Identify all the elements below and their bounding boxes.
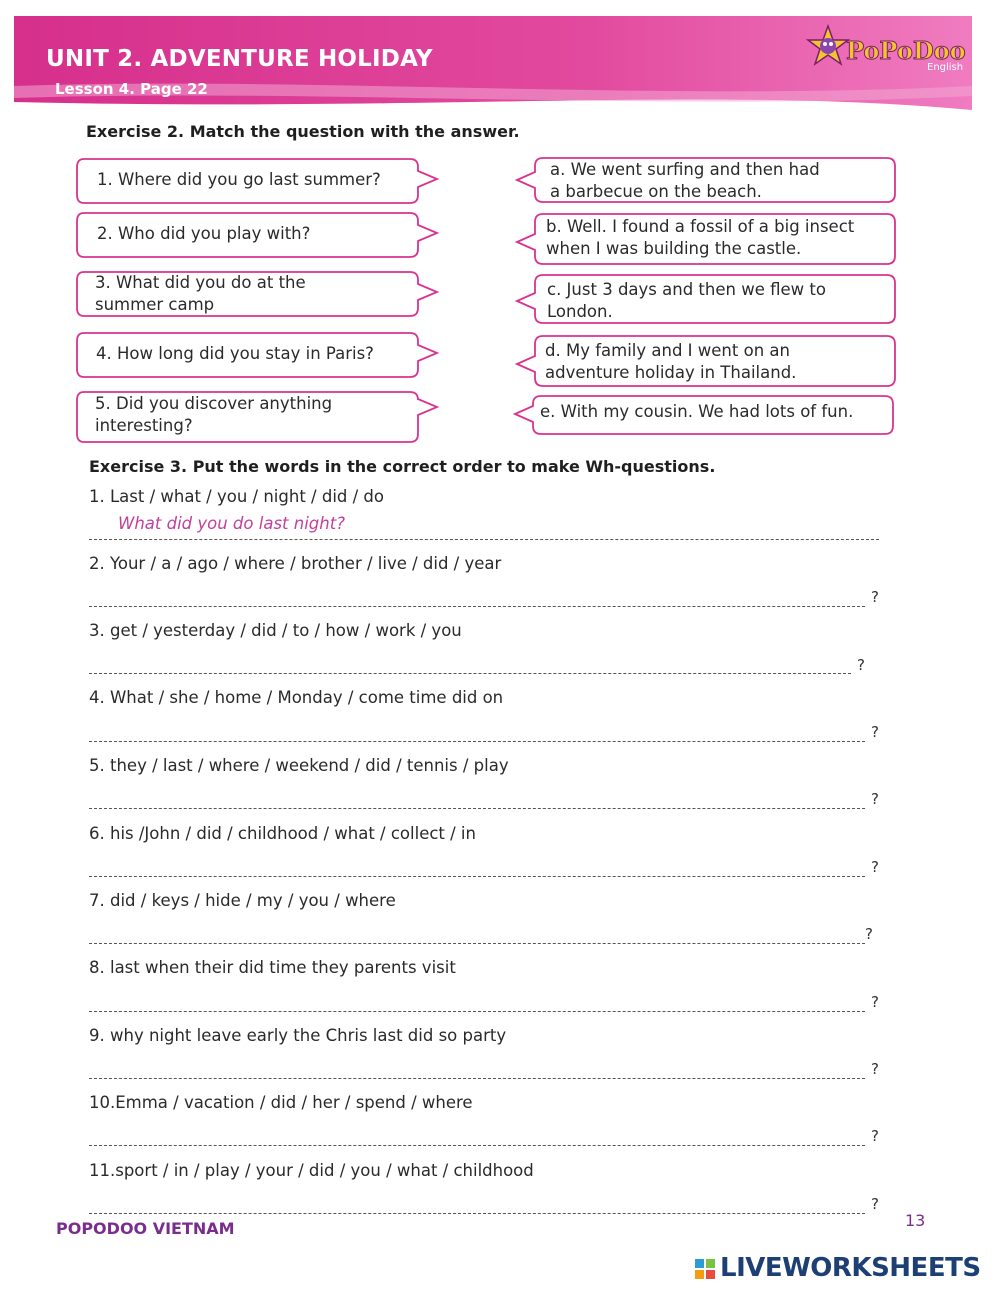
question-text-line2: summer camp [95, 295, 215, 314]
answer-text-line2: London. [547, 302, 613, 321]
exercise2-title: Exercise 2. Match the question with the answer. [86, 122, 520, 141]
question-mark: ? [871, 588, 879, 606]
answer-text: d. My family and I went on an [545, 341, 790, 360]
answer-text: a. We went surfing and then had [550, 160, 820, 179]
exercise3-item-10: 10.Emma / vacation / did / her / spend / where [89, 1093, 473, 1112]
question-bubble[interactable] [76, 158, 440, 204]
answer-line-2[interactable] [89, 606, 865, 607]
unit-title: UNIT 2. ADVENTURE HOLIDAY [46, 46, 433, 72]
question-mark: ? [871, 723, 879, 741]
publisher-footer: POPODOO VIETNAM [56, 1219, 235, 1238]
answer-text: b. Well. I found a fossil of a big insect [546, 217, 855, 236]
answer-bubble[interactable] [515, 157, 897, 203]
exercise3-title: Exercise 3. Put the words in the correct order to make Wh-questions. [89, 457, 716, 476]
liveworksheets-brand[interactable]: LIVEWORKSHEETS [720, 1253, 981, 1283]
logo-wordmark: PoPoDoo [846, 36, 966, 65]
answer-line-11[interactable] [89, 1213, 865, 1214]
question-mark: ? [857, 656, 865, 674]
question-bubble[interactable] [76, 391, 440, 443]
answer-line-10[interactable] [89, 1145, 865, 1146]
question-mark: ? [871, 993, 879, 1011]
question-text-line2: interesting? [95, 416, 193, 435]
answer-text: c. Just 3 days and then we flew to [547, 280, 826, 299]
logo-subtitle: English [927, 62, 964, 73]
exercise3-item-4: 4. What / she / home / Monday / come time did on [89, 688, 504, 707]
answer-line-9[interactable] [89, 1078, 865, 1079]
answer-line-1[interactable] [89, 539, 879, 540]
question-mark: ? [871, 1195, 879, 1213]
question-text: 2. Who did you play with? [97, 224, 311, 243]
exercise3-item-11: 11.sport / in / play / your / did / you / what / childhood [89, 1161, 534, 1180]
question-text: 4. How long did you stay in Paris? [96, 344, 374, 363]
exercise3-item-7: 7. did / keys / hide / my / you / where [89, 891, 396, 910]
exercise3-item-9: 9. why night leave early the Chris last did so party [89, 1026, 507, 1045]
answer-text: e. With my cousin. We had lots of fun. [540, 402, 854, 421]
question-mark: ? [871, 790, 879, 808]
exercise3-item-6: 6. his /John / did / childhood / what / collect / in [89, 824, 476, 843]
exercise3-item-1: 1. Last / what / you / night / did / do [89, 487, 384, 506]
question-mark: ? [871, 1060, 879, 1078]
example-answer: What did you do last night? [118, 514, 345, 533]
question-text: 5. Did you discover anything [95, 394, 333, 413]
answer-line-4[interactable] [89, 741, 865, 742]
question-bubble[interactable] [76, 212, 440, 258]
question-text: 1. Where did you go last summer? [97, 170, 381, 189]
answer-text-line2: a barbecue on the beach. [550, 182, 762, 201]
answer-text-line2: when I was building the castle. [546, 239, 802, 258]
question-mark: ? [871, 1127, 879, 1145]
answer-bubble[interactable] [513, 395, 895, 435]
page-number: 13 [905, 1211, 926, 1230]
answer-line-6[interactable] [89, 876, 865, 877]
answer-line-3[interactable] [89, 673, 851, 674]
liveworksheets-logo-icon [694, 1258, 716, 1280]
question-bubble[interactable] [76, 332, 440, 378]
answer-line-7[interactable] [89, 943, 865, 944]
answer-bubble[interactable] [515, 274, 897, 324]
answer-bubble[interactable] [515, 335, 897, 387]
exercise3-item-8: 8. last when their did time they parents visit [89, 958, 456, 977]
answer-line-8[interactable] [89, 1011, 865, 1012]
question-mark: ? [871, 858, 879, 876]
answer-line-5[interactable] [89, 808, 865, 809]
exercise3-item-5: 5. they / last / where / weekend / did / tennis / play [89, 756, 509, 775]
question-mark: ? [865, 925, 873, 943]
lesson-title: Lesson 4. Page 22 [55, 80, 208, 98]
exercise3-item-3: 3. get / yesterday / did / to / how / work / you [89, 621, 462, 640]
question-bubble[interactable] [76, 271, 440, 317]
answer-text-line2: adventure holiday in Thailand. [545, 363, 797, 382]
question-text: 3. What did you do at the [95, 273, 306, 292]
exercise3-item-2: 2. Your / a / ago / where / brother / live / did / year [89, 554, 502, 573]
answer-bubble[interactable] [515, 213, 897, 265]
